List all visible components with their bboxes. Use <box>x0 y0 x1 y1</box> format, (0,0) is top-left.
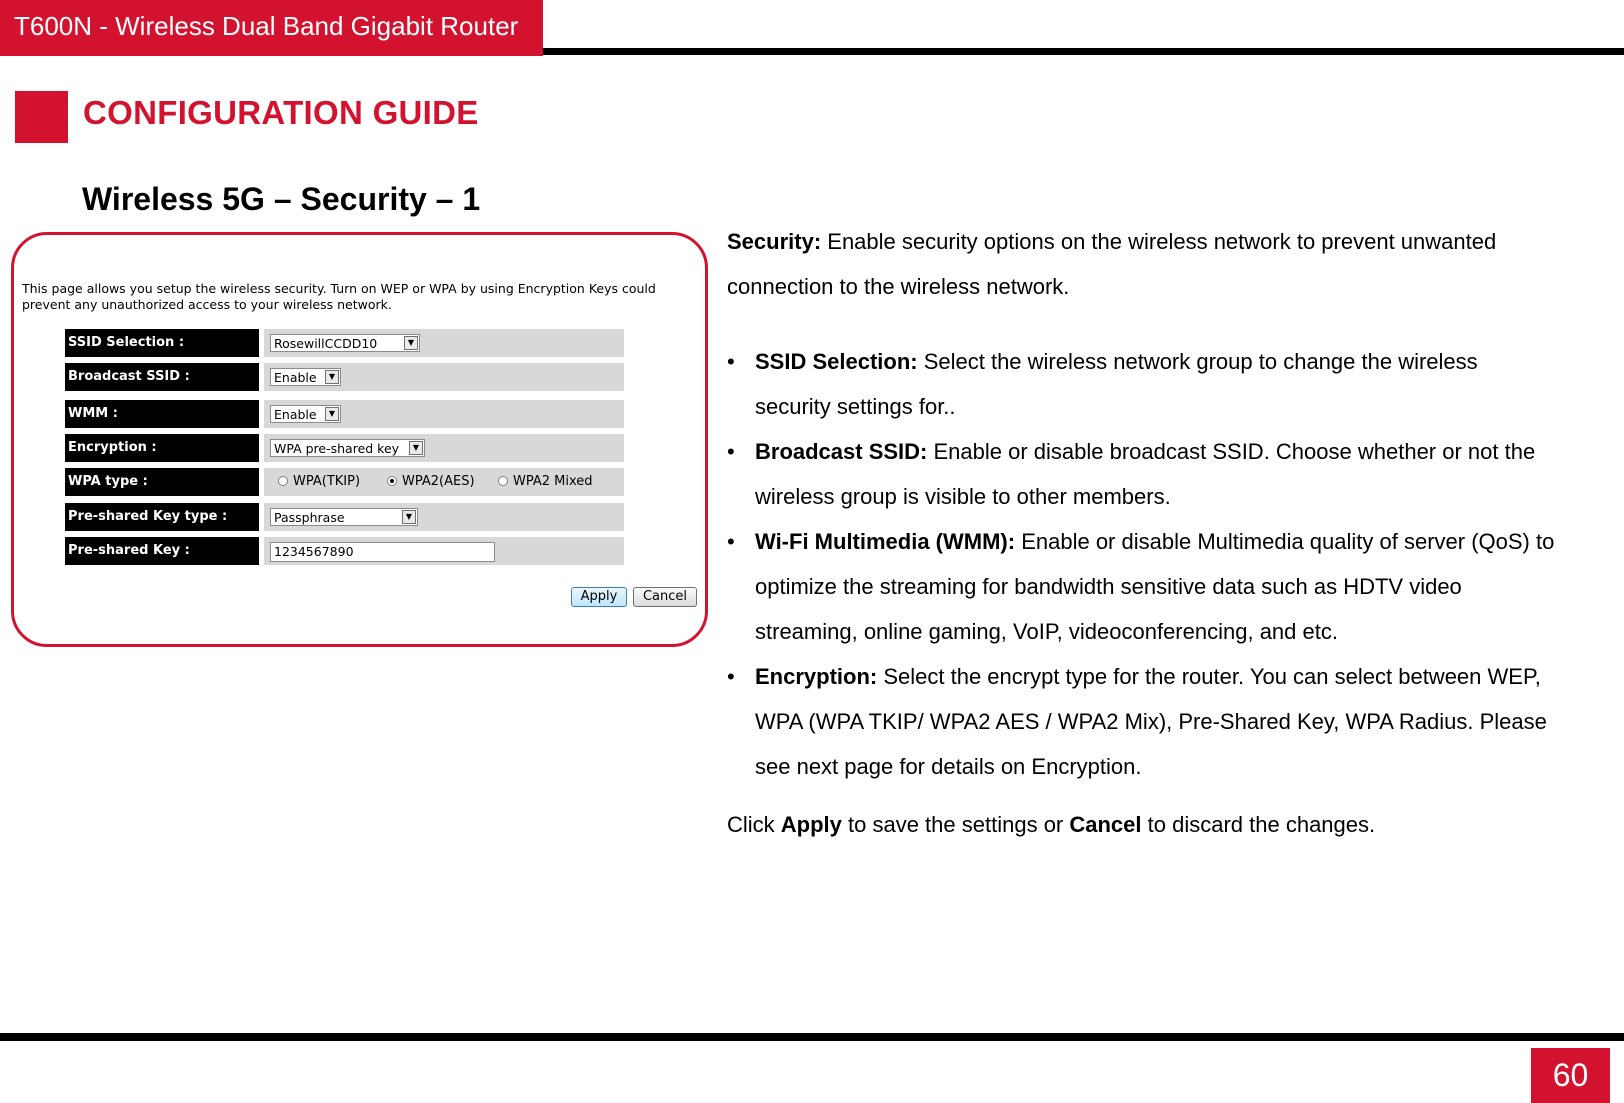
apply-button[interactable]: Apply <box>571 587 627 607</box>
feature-list <box>727 339 1557 789</box>
row-encryption <box>65 434 621 462</box>
chevron-down-icon: ▼ <box>325 407 339 421</box>
list-item: • Encryption: Select the encrypt type for the router. You can select between WEP, WPA (WPA TKIP/ WPA2 AES / WPA2 Mix), Pre-Shared Key, WPA Radius. Please see next page for details on Encryption. <box>727 664 1547 779</box>
wpa-type-label: WPA type : <box>65 468 259 496</box>
click-instructions: Click Apply to save the settings or Cancel to discard the changes. <box>727 812 1376 837</box>
row-wmm <box>65 400 621 428</box>
chevron-down-icon: ▼ <box>404 336 418 350</box>
psk-input[interactable]: 1234567890 <box>270 542 495 562</box>
list-item: • SSID Selection: Select the wireless network group to change the wireless security settings for.. <box>727 349 1478 419</box>
radio-off-icon <box>498 476 508 486</box>
wpa2-mixed-radio[interactable]: WPA2 Mixed <box>498 474 593 490</box>
row-broadcast-ssid <box>65 363 621 391</box>
footer-rule <box>0 1033 1624 1041</box>
psk-type-select[interactable]: Passphrase ▼ <box>270 508 418 526</box>
product-title-tab: T600N - Wireless Dual Band Gigabit Router <box>0 0 543 56</box>
psk-label: Pre-shared Key : <box>65 537 259 565</box>
header-rule <box>543 48 1624 55</box>
row-wpa-type <box>65 468 621 496</box>
panel-intro-text: This page allows you setup the wireless security. Turn on WEP or WPA by using Encryption Keys could prevent any unauthorized access to your wireless network. <box>22 281 656 312</box>
broadcast-ssid-select[interactable]: Enable ▼ <box>270 368 341 386</box>
psk-type-label: Pre-shared Key type : <box>65 503 259 531</box>
encryption-label: Encryption : <box>65 434 259 462</box>
ssid-selection-label: SSID Selection : <box>65 329 259 357</box>
settings-screenshot-panel <box>11 232 708 647</box>
chevron-down-icon: ▼ <box>402 510 416 524</box>
radio-on-icon <box>387 476 397 486</box>
row-psk-type <box>65 503 621 531</box>
cancel-button[interactable]: Cancel <box>633 587 697 607</box>
wmm-label: WMM : <box>65 400 259 428</box>
ssid-selection-select[interactable]: RosewillCCDD10 ▼ <box>270 334 420 352</box>
list-item: • Broadcast SSID: Enable or disable broadcast SSID. Choose whether or not the wireless group is visible to other members. <box>727 439 1536 509</box>
chevron-down-icon: ▼ <box>325 370 339 384</box>
section-marker <box>15 91 68 143</box>
wpa-tkip-radio[interactable]: WPA(TKIP) <box>278 474 360 490</box>
row-psk <box>65 537 621 565</box>
section-title: CONFIGURATION GUIDE <box>83 94 479 131</box>
description <box>727 219 1557 837</box>
encryption-select[interactable]: WPA pre-shared key ▼ <box>270 439 425 457</box>
chevron-down-icon: ▼ <box>409 441 423 455</box>
page-heading: Wireless 5G – Security – 1 <box>82 181 481 217</box>
security-paragraph: Security: Enable security options on the wireless network to prevent unwanted connection to the wireless network. <box>727 229 1497 299</box>
wpa2-aes-radio[interactable]: WPA2(AES) <box>387 474 475 490</box>
wmm-select[interactable]: Enable ▼ <box>270 405 341 423</box>
broadcast-ssid-label: Broadcast SSID : <box>65 363 259 391</box>
radio-off-icon <box>278 476 288 486</box>
page-number: 60 <box>1531 1048 1610 1103</box>
row-ssid-selection <box>65 329 621 357</box>
list-item: • Wi-Fi Multimedia (WMM): Enable or disable Multimedia quality of server (QoS) to optimize the streaming for bandwidth sensitive data such as HDTV video streaming, online gaming, VoIP, videoconferencing, and etc. <box>727 529 1555 644</box>
